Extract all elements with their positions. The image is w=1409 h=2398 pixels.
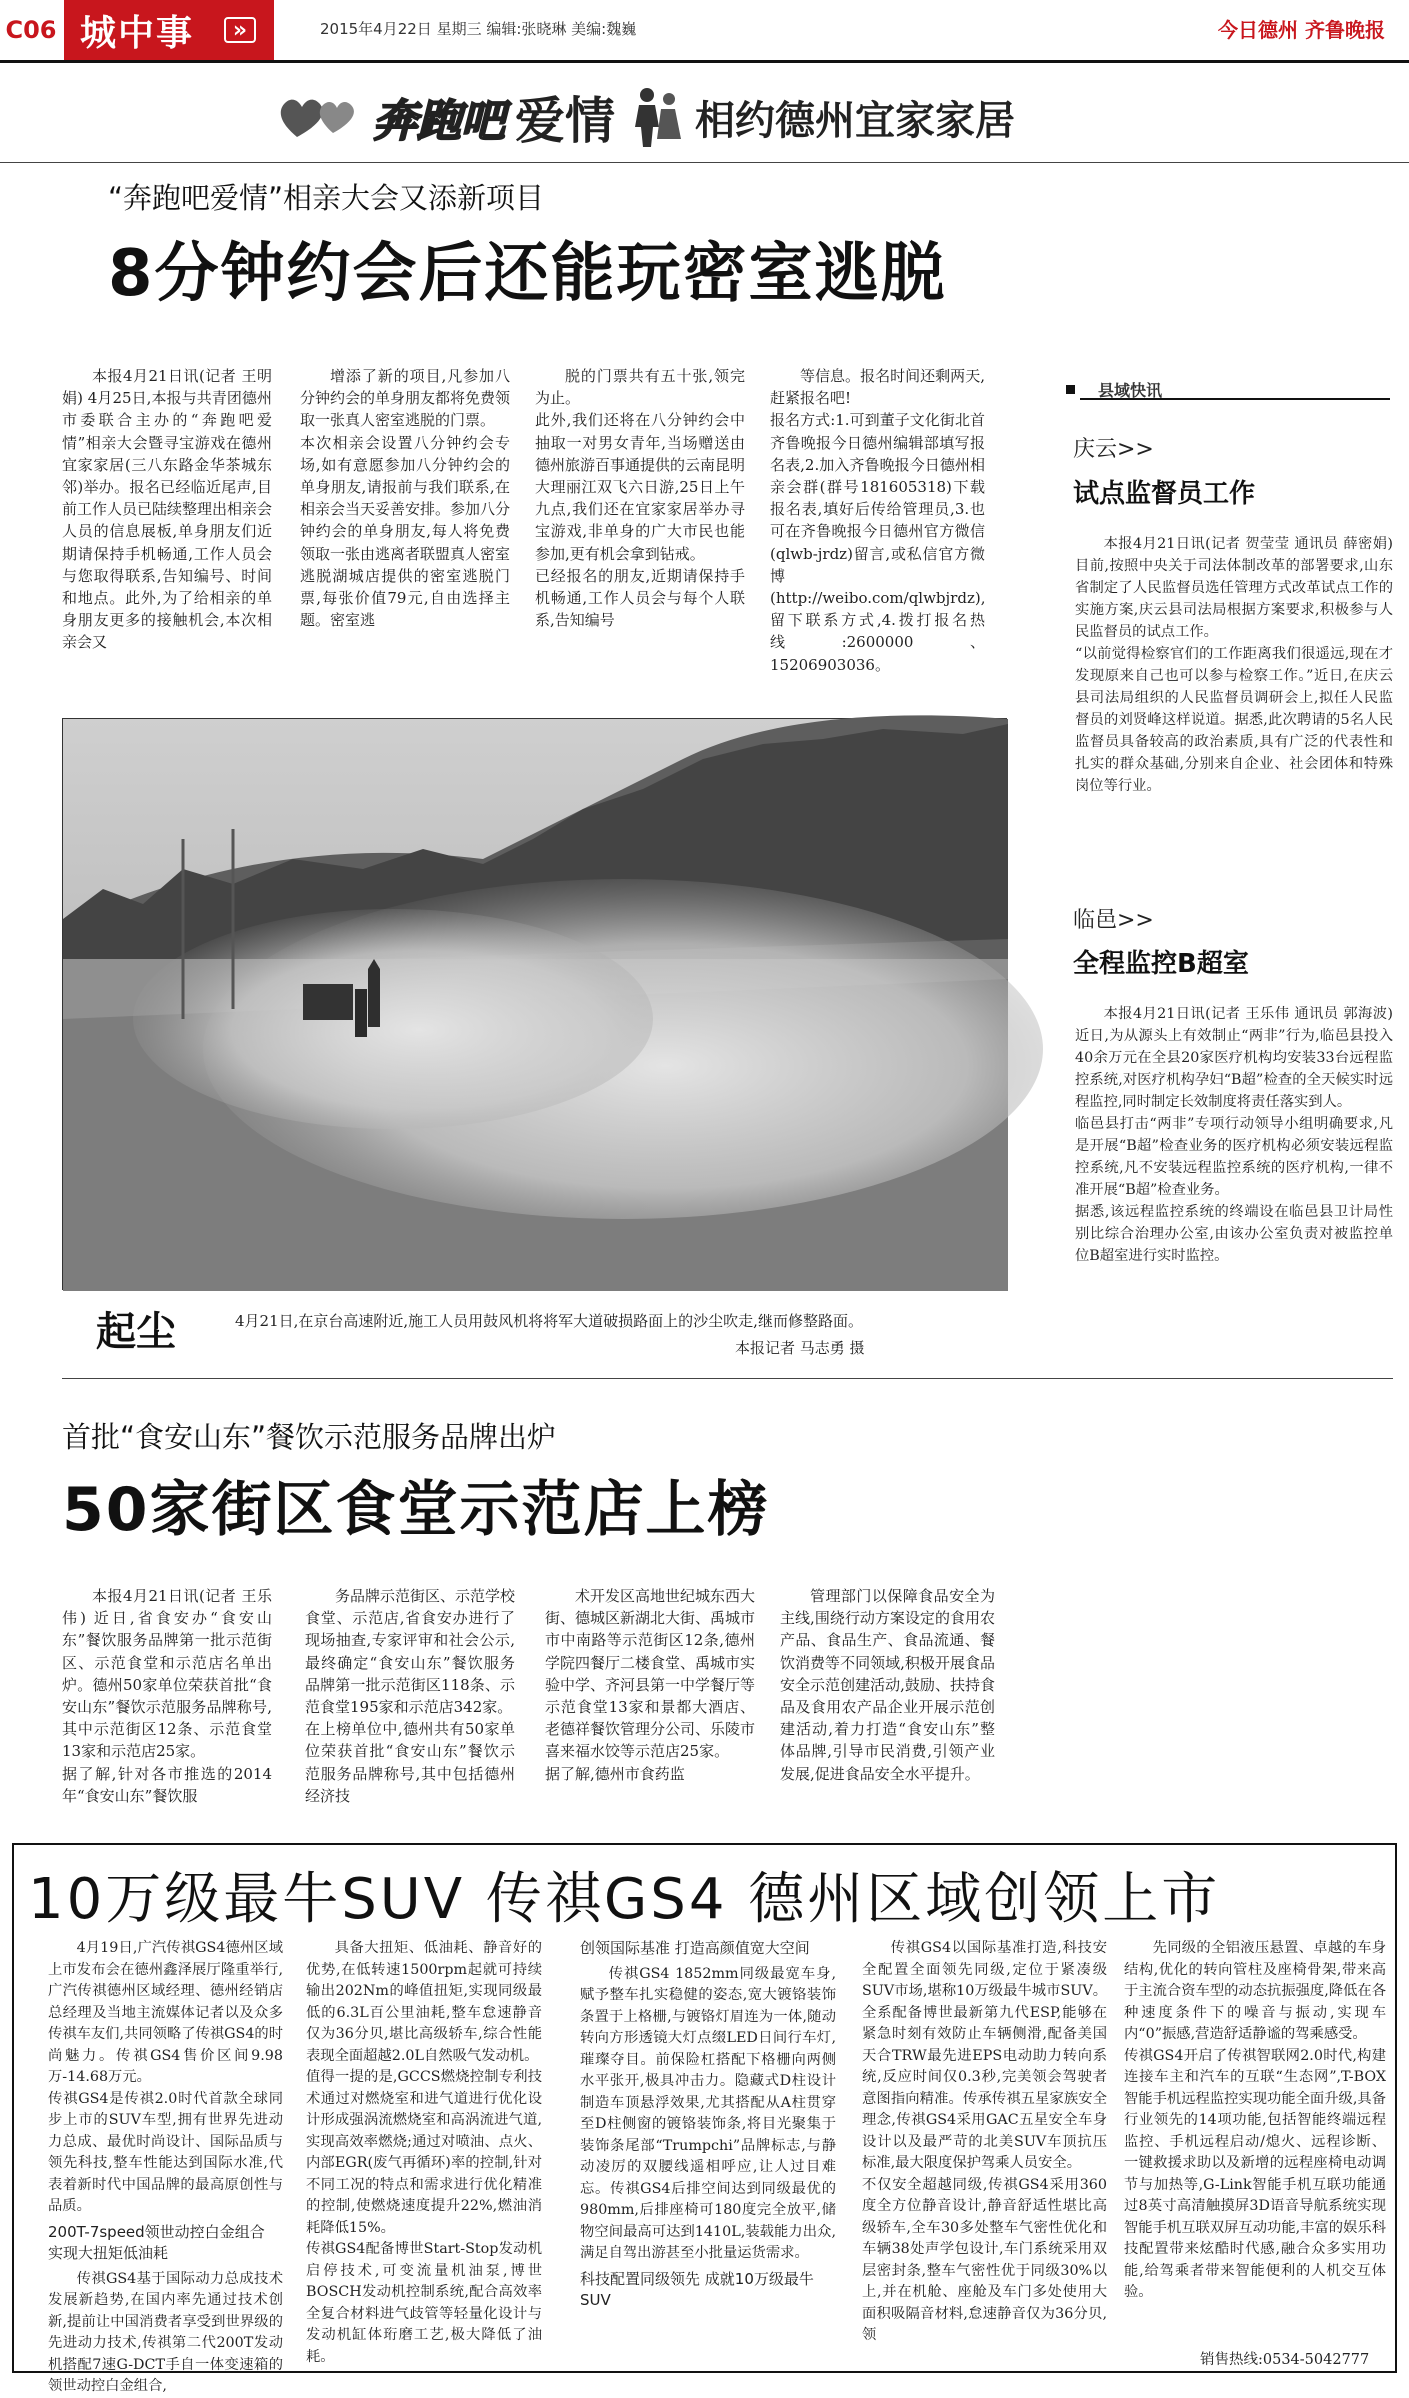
story2-col4	[780, 1585, 995, 1830]
story1-kicker: “奔跑吧爱情”相亲大会又添新项目	[108, 181, 545, 215]
ad-col5	[1124, 1938, 1386, 2343]
ad-col4-text: 传祺GS4以国际基准打造,科技安全配置全面领先同级,定位于紧凑级SUV市场,堪称10万级最牛城市SUV。全系配备博世最新第九代ESP,能够在紧急时刻有效防止车辆侧滑,配备美国天合TRW最先进EPS电动助力转向系统,反应时间仅0.3秒,完美领会驾驶者意图指向精准。传承传祺五星家族安全理念,传祺GS4采用GAC五星安全车身设计以及最严苛的北美SUV车顶抗压标准,最大限度保护驾乘人员安全。 不仅安全超越同级,传祺GS4采用360度全方位静音设计,静音舒适性堪比高级轿车,全车30多处整车气密性优化和车辆38处声学包设计,车门系统采用双层密封条,整车气密性优于同级30%以上,并在机舱、座舱及车门多处使用大面积吸隔音材料,怠速静音仅为36分贝,领	[862, 1940, 1107, 2343]
sidebar-item2-text: 本报4月21日讯(记者 王乐伟 通讯员 郭海波) 近日,为从源头上有效制止“两非”行为,临邑县投入40余万元在全县20家医疗机构均安装33台远程监控系统,对医疗机构孕妇“B超”检查的全天候实时远程监控,同时制定长效制度将责任落实到人。 临邑县打击“两非”专项行动领导小组明确要求,凡是开展“B超”检查业务的医疗机构必须安装远程监控系统,凡不安装远程监控系统的医疗机构,一律不准开展“B超”检查业务。 据悉,该远程监控系统的终端设在临邑县卫计局性别比综合治理办公室,由该办公室负责对被监控单位B超室进行实时监控。	[1075, 1006, 1393, 1264]
story2-col1-text: 本报4月21日讯(记者 王乐伟) 近日,省食安办“食安山东”餐饮服务品牌第一批示范街区、示范食堂和示范店名单出炉。德州50家单位荣获首批“食安山东”餐饮示范服务品牌称号,其中示范街区12条、示范食堂13家和示范店25家。 据了解,针对各市推选的2014年“食安山东”餐饮服	[62, 1587, 272, 1805]
banner-rule	[0, 162, 1409, 163]
photo-caption: 4月21日,在京台高速附近,施工人员用鼓风机将将军大道破损路面上的沙尘吹走,继而修整路面。	[235, 1312, 863, 1330]
story1-col2	[300, 365, 510, 705]
ad-col1-tail: 传祺GS4基于国际动力总成技术发展新趋势,在国内率先通过技术创新,提前让中国消费者享受到世界级的先进动力技术,传祺第二代200T发动机搭配7速G-DCT手自一体变速箱的领世动控白金组合,	[48, 2270, 283, 2394]
dust-road-photo	[63, 719, 1008, 1291]
story1-col4-text: 等信息。报名时间还剩两天,赶紧报名吧! 报名方式:1.可到董子文化街北首齐鲁晚报今日德州编辑部填写报名表,2.加入齐鲁晚报今日德州相亲会群(群号181605318)下载报名表,填好后传给管理员,3.也可在齐鲁晚报今日德州官方微信(qlwb-jrdz)留言,或私信官方微博(http://weibo.com/qlwbjrdz),留下联系方式,4.拨打报名热线:2600000、15206903036。	[770, 367, 986, 674]
issue-meta: 2015年4月22日 星期三 编辑:张晓琳 美编:魏巍	[320, 20, 637, 38]
sidebar-item1-body	[1075, 533, 1393, 903]
story2-kicker: 首批“食安山东”餐饮示范服务品牌出炉	[62, 1420, 557, 1454]
sidebar-item2-place: 临邑>>	[1073, 908, 1154, 933]
sidebar-item1-title: 试点监督员工作	[1073, 479, 1256, 509]
story2-col2-text: 务品牌示范街区、示范学校食堂、示范店,省食安办进行了现场抽查,专家评审和社会公示,最终确定“食安山东”餐饮服务品牌第一批示范街区118条、示范食堂195家和示范店342家。 在上榜单位中,德州共有50家单位荣获首批“食安山东”餐饮示范服务品牌称号,其中包括德州经济技	[305, 1587, 516, 1805]
ad-col3-text: 传祺GS4 1852mm同级最宽车身,赋予整车扎实稳健的姿态,宽大镀铬装饰条置于上格栅,与镀铬灯眉连为一体,随动转向方形透镜大灯点缀LED日间行车灯,璀璨夺目。前保险杠搭配下格栅向两侧水平张开,极具冲击力。隐藏式D柱设计制造车顶悬浮效果,尤其搭配从A柱贯穿至D柱侧窗的镀铬装饰条,将目光聚集于装饰条尾部“Trumpchi”品牌标志,与静动凌厉的双腰线遥相呼应,让人过目难忘。传祺GS4后排空间达到同级最优的980mm,后排座椅可180度完全放平,储物空间最高可达到1410L,装载能力出众,满足自驾出游甚至小批量运货需求。	[580, 1965, 836, 2261]
photo-credit: 本报记者 马志勇 摄	[735, 1339, 865, 1357]
ad-col1	[48, 1938, 284, 2394]
feature-banner	[275, 82, 1135, 152]
double-chevron-icon: »	[224, 17, 256, 43]
ad-col1-subhead: 200T-7speed领世动控白金组合 实现大扭矩低油耗	[48, 2222, 265, 2262]
ad-col5-text: 先同级的全铝液压悬置、卓越的车身结构,优化的转向管柱及座椅骨架,带来高于主流合资车型的动态抗振强度,降低在各种速度条件下的噪音与振动,实现车内“0”振感,营造舒适静谧的驾乘感受。 传祺GS4开启了传祺智联网2.0时代,构建连接车主和汽车的互联“生态网”,T-BOX智能手机远程监控实现功能全面升级,具备行业领先的14项功能,包括智能终端远程监控、手机远程启动/熄火、远程诊断、一键救援求助以及新增的远程座椅电动调节与加热等,G-Link智能手机互联功能通过8英寸高清触摸屏3D语音导航系统实现智能手机互联双屏互动功能,丰富的娱乐科技配置带来炫酷时代感,融合众多实用功能,给驾乘者带来智能便利的人机交互体验。	[1124, 1940, 1386, 2300]
story1-col1	[62, 365, 272, 705]
ad-hotline: 销售热线:0534-5042777	[1200, 2352, 1370, 2368]
story1-col2-text: 增添了新的项目,凡参加八分钟约会的单身朋友都将免费领取一张真人密室逃脱的门票。 本次相亲会设置八分钟约会专场,如有意愿参加八分钟约会的单身朋友,请报前与我们联系,在相亲会当天妥善安排。参加八分钟约会的单身朋友,每人将免费领取一张由逃离者联盟真人密室逃脱湖城店提供的密室逃脱门票,每张价值79元,自由选择主题。密室逃	[300, 367, 511, 630]
ad-col3-subhead2: 科技配置同级领先 成就10万级最牛SUV	[580, 2269, 814, 2309]
banner-part2: 爱情	[515, 92, 615, 150]
story1-headline: 8分钟约会后还能玩密室逃脱	[108, 237, 947, 311]
story2-rule	[62, 1378, 1393, 1379]
square-bullet-icon	[1066, 385, 1075, 394]
couple-icon	[629, 85, 685, 149]
ad-col1-text: 4月19日,广汽传祺GS4德州区域上市发布会在德州鑫泽展厅隆重举行,广汽传祺德州区域经理、德州经销店总经理及当地主流媒体记者以及众多传祺车友们,共同领略了传祺GS4的时尚魅力。传祺GS4售价区间9.98万-14.68万元。 传祺GS4是传祺2.0时代首款全球同步上市的SUV车型,拥有世界先进动力总成、最优时尚设计、国际品质与领先科技,整车性能达到国际水准,代表着新时代中国品牌的最高原创性与品质。	[48, 1940, 284, 2214]
photo-title: 起尘	[96, 1309, 176, 1355]
story1-col1-text: 本报4月21日讯(记者 王明娟) 4月25日,本报与共青团德州市委联合主办的“奔跑吧爱情”相亲大会暨寻宝游戏在德州宜家家居(三八东路金华茶城东邻)举办。报名已经临近尾声,目前工作人员已陆续整理出相亲会人员的信息展板,单身朋友们近期请保持手机畅通,工作人员会与您取得联系,告知编号、时间和地点。此外,为了给相亲的单身朋友更多的接触机会,本次相亲会又	[62, 367, 273, 652]
sidebar-label: 县域快讯	[1098, 381, 1163, 400]
ad-col2	[306, 1938, 542, 2368]
section-title: 城中事	[64, 0, 274, 60]
sidebar-header	[1080, 378, 1390, 400]
story2-col1	[62, 1585, 272, 1830]
brand-logo: 今日德州 齐鲁晚报	[1218, 18, 1385, 42]
story1-col3-text: 脱的门票共有五十张,领完为止。 此外,我们还将在八分钟约会中抽取一对男女青年,当场赠送由德州旅游百事通提供的云南昆明大理丽江双飞六日游,25日上午九点,我们还在宜家家居举办寻宝游戏,非单身的广大市民也能参加,更有机会拿到钻戒。 已经报名的朋友,近期请保持手机畅通,工作人员会与每个人联系,告知编号	[535, 367, 746, 630]
sidebar-item1-text: 本报4月21日讯(记者 贺莹莹 通讯员 薛密娟) 目前,按照中央关于司法体制改革的部署要求,山东省制定了人民监督员选任管理方式改革试点工作的实施方案,庆云县司法局根据方案要求,积极参与人民监督员的试点工作。 “以前觉得检察官们的工作距离我们很遥远,现在才发现原来自己也可以参与检察工作。”近日,在庆云县司法局组织的人民监督员调研会上,拟任人民监督员的刘贤峰这样说道。据悉,此次聘请的5名人民监督员具备较高的政治素质,具有广泛的代表性和扎实的群众基础,分别来自企业、社会团体和特殊岗位等行业。	[1075, 536, 1393, 794]
story2-headline: 50家街区食堂示范店上榜	[62, 1475, 770, 1545]
header-rule	[0, 60, 1409, 63]
story2-col2	[305, 1585, 515, 1830]
hearts-icon	[275, 87, 365, 147]
news-photo	[62, 718, 1007, 1290]
story2-col3-text: 术开发区高地世纪城东西大街、德城区新湖北大街、禹城市市中南路等示范街区12条,德州学院四餐厅二楼食堂、禹城市实验中学、齐河县第一中学餐厅等示范食堂13家和景都大酒店、老德祥餐饮管理分公司、乐陵市喜来福水饺等示范店25家。 据了解,德州市食药监	[545, 1587, 756, 1783]
story2-col4-text: 管理部门以保障食品安全为主线,围绕行动方案设定的食用农产品、食品生产、食品流通、餐饮消费等不同领域,积极开展食品安全示范创建活动,鼓励、扶持食品及食用农产品企业开展示范创建活动,着力打造“食安山东”整体品牌,引导市民消费,引领产业发展,促进食品安全水平提升。	[780, 1587, 995, 1783]
sidebar-item2-body	[1075, 1003, 1393, 1363]
story1-col4	[770, 365, 985, 705]
page-number: C06	[0, 0, 62, 60]
ad-col2-text: 具备大扭矩、低油耗、静音好的优势,在低转速1500rpm起就可持续输出202Nm的峰值扭矩,实现同级最低的6.3L百公里油耗,整车怠速静音仅为36分贝,堪比高级轿车,综合性能表现全面超越2.0L自然吸气发动机。 值得一提的是,GCCS燃烧控制专利技术通过对燃烧室和进气道进行优化设计形成强涡流燃烧室和高涡流进气道,实现高效率燃烧;通过对喷油、点火、内部EGR(废气再循环)率的控制,针对不同工况的特点和需求进行优化精准的控制,使燃烧速度提升22%,燃油消耗降低15%。 传祺GS4配备博世Start-Stop发动机启停技术,可变流量机油泵,博世BOSCH发动机控制系统,配合高效率全复合材料进气歧管等轻量化设计与发动机缸体珩磨工艺,极大降低了油耗。	[306, 1940, 542, 2365]
sidebar-item2-title: 全程监控B超室	[1073, 949, 1249, 979]
ad-headline: 10万级最牛SUV 传祺GS4 德州区域创领上市	[28, 1867, 1221, 1932]
ad-col4	[862, 1938, 1107, 2368]
story1-col3	[535, 365, 745, 705]
sidebar-item1-place: 庆云>>	[1073, 437, 1154, 462]
banner-part1: 奔跑吧	[373, 96, 505, 147]
ad-col3	[580, 1938, 836, 2368]
banner-part3: 相约德州宜家家居	[695, 97, 1015, 144]
ad-col3-subhead: 创领国际基准 打造高颜值宽大空间	[580, 1939, 810, 1957]
story2-col3	[545, 1585, 755, 1830]
